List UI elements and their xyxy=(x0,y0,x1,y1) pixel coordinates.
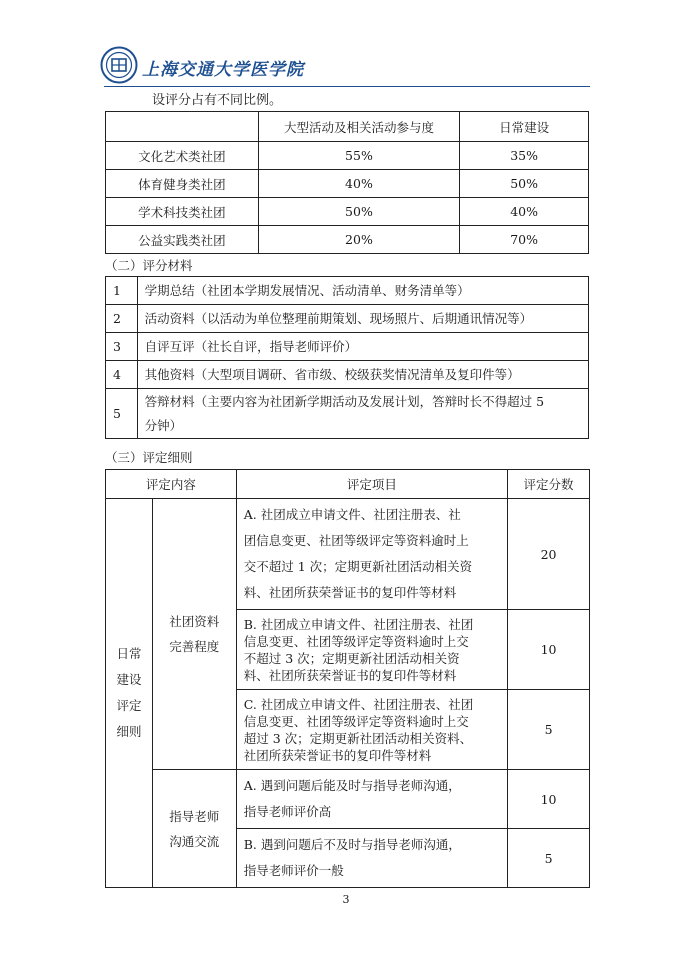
table-row xyxy=(106,170,589,198)
club-type-cell: 学术科技类社团 xyxy=(106,198,259,226)
header-cell: 大型活动及相关活动参与度 xyxy=(258,112,460,142)
club-type-cell: 文化艺术类社团 xyxy=(106,142,259,170)
table-row xyxy=(106,361,589,389)
group-name-line: 社团资料 xyxy=(169,614,220,629)
criteria-line: 指导老师评价高 xyxy=(243,804,332,819)
criteria-item xyxy=(236,829,507,888)
criteria-line: 不超过 3 次；定期更新社团活动相关资 xyxy=(243,650,460,666)
criteria-line: 信息变更、社团等级评定等资料逾时上交 xyxy=(243,713,469,729)
intro-text: 设评分占有不同比例。 xyxy=(152,93,283,108)
header-cell: 评定分数 xyxy=(508,470,590,499)
criteria-line: A. 社团成立申请文件、社团注册表、社 xyxy=(243,507,461,522)
table-row xyxy=(106,142,589,170)
category-cell xyxy=(106,499,153,888)
group-name-line: 沟通交流 xyxy=(169,833,220,849)
material-text: 活动资料（以活动为单位整理前期策划、现场照片、后期通讯情况等） xyxy=(137,305,588,333)
material-number: 2 xyxy=(106,305,138,333)
criteria-line: B. 社团成立申请文件、社团注册表、社团 xyxy=(243,616,474,632)
table-row xyxy=(106,333,589,361)
university-logo xyxy=(100,46,138,84)
material-text: 学期总结（社团本学期发展情况、活动清单、财务清单等） xyxy=(137,277,588,305)
material-number: 4 xyxy=(106,361,138,389)
criteria-line: 指导老师评价一般 xyxy=(243,863,344,878)
header-cell: 日常建设 xyxy=(460,112,589,142)
criteria-item xyxy=(236,499,507,610)
section-3-title: （三）评定细则 xyxy=(105,450,193,465)
criteria-line: A. 遇到问题后能及时与指导老师沟通， xyxy=(243,778,461,793)
header-cell: 评定内容 xyxy=(106,470,237,499)
table-row xyxy=(106,305,589,333)
header-rule xyxy=(104,86,590,87)
criteria-line: 料、社团所获荣誉证书的复印件等材料 xyxy=(243,585,457,600)
score-cell: 5 xyxy=(508,829,590,888)
header-cell xyxy=(106,112,259,142)
material-number: 1 xyxy=(106,277,138,305)
activity-ratio-cell: 40% xyxy=(258,170,460,198)
section-2-title: （二）评分材料 xyxy=(105,258,193,273)
score-cell: 20 xyxy=(508,499,590,610)
table-header-row xyxy=(106,112,589,142)
criteria-line: B. 遇到问题后不及时与指导老师沟通， xyxy=(243,837,461,852)
activity-ratio-cell: 50% xyxy=(258,198,460,226)
criteria-line: 信息变更、社团等级评定等资料逾时上交 xyxy=(243,633,469,649)
criteria-line: 团信息变更、社团等级评定等资料逾时上 xyxy=(243,533,469,548)
table-row xyxy=(106,226,589,254)
page-number: 3 xyxy=(342,893,350,906)
group-name-cell xyxy=(152,770,236,888)
group-name-line: 指导老师 xyxy=(169,808,220,824)
daily-ratio-cell: 50% xyxy=(460,170,589,198)
category-line: 细则 xyxy=(116,724,142,739)
ratio-table xyxy=(105,111,589,254)
score-cell: 5 xyxy=(508,690,590,770)
criteria-line: 超过 3 次；定期更新社团活动相关资料、 xyxy=(243,730,473,746)
material-text: 自评互评（社长自评，指导老师评价） xyxy=(137,333,588,361)
material-text: 其他资料（大型项目调研、省市级、校级获奖情况清单及复印件等） xyxy=(137,361,588,389)
club-type-cell: 体育健身类社团 xyxy=(106,170,259,198)
criteria-line: 交不超过 1 次；定期更新社团活动相关资 xyxy=(243,559,473,574)
table-row xyxy=(106,499,590,610)
material-number: 5 xyxy=(106,389,138,439)
table-header-row xyxy=(106,470,590,499)
material-text-line: 答辩材料（主要内容为社团新学期活动及发展计划，答辩时长不得超过 5 xyxy=(144,393,545,409)
criteria-line: 社团所获荣誉证书的复印件等材料 xyxy=(243,747,432,763)
group-name-line: 完善程度 xyxy=(169,639,220,654)
category-line: 评定 xyxy=(116,698,142,713)
criteria-table xyxy=(105,469,590,888)
club-type-cell: 公益实践类社团 xyxy=(106,226,259,254)
criteria-line: 料、社团所获荣誉证书的复印件等材料 xyxy=(243,667,457,683)
table-row xyxy=(106,277,589,305)
materials-table xyxy=(105,276,589,439)
table-row xyxy=(106,389,589,439)
material-text-line: 分钟） xyxy=(144,417,183,433)
criteria-item xyxy=(236,690,507,770)
score-cell: 10 xyxy=(508,770,590,829)
daily-ratio-cell: 40% xyxy=(460,198,589,226)
category-line: 建设 xyxy=(116,672,142,687)
daily-ratio-cell: 35% xyxy=(460,142,589,170)
table-row xyxy=(106,770,590,829)
criteria-item xyxy=(236,610,507,690)
group-name-cell xyxy=(152,499,236,770)
activity-ratio-cell: 20% xyxy=(258,226,460,254)
category-line: 日常 xyxy=(116,646,142,661)
university-name: 上海交通大学医学院 xyxy=(142,60,304,80)
activity-ratio-cell: 55% xyxy=(258,142,460,170)
criteria-line: C. 社团成立申请文件、社团注册表、社团 xyxy=(243,696,474,712)
score-cell: 10 xyxy=(508,610,590,690)
table-row xyxy=(106,198,589,226)
header-cell: 评定项目 xyxy=(236,470,507,499)
criteria-item xyxy=(236,770,507,829)
material-number: 3 xyxy=(106,333,138,361)
material-text xyxy=(137,389,588,439)
daily-ratio-cell: 70% xyxy=(460,226,589,254)
